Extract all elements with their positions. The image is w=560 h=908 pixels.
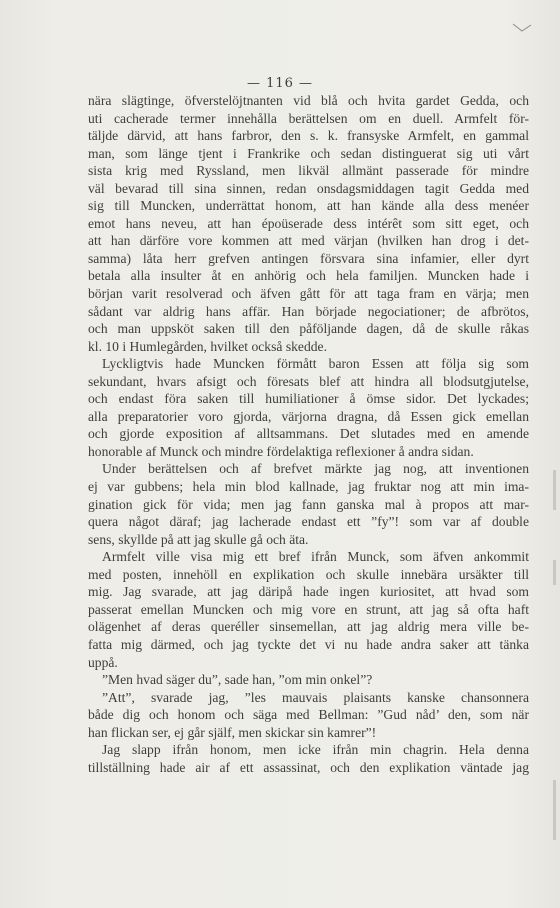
text-line: sådant var aldrig hans affär. Han började negociationer; de afbrötos, <box>88 303 529 319</box>
text-line: honorable af Munck och mindre fördelaktiga reflexioner å andra sidan. <box>88 443 474 459</box>
text-line: sekundant, hvars afsigt och föresats blef att hindra all blodsutgjutelse, <box>88 373 529 389</box>
text-line: nära slägtinge, öfverstelöjtnanten vid blå och hvita gardet Gedda, och <box>88 93 529 108</box>
text-line: passerat emellan Muncken och mig vore en strunt, att jag så ofta haft <box>88 601 529 617</box>
text-line: både dig och honom och säga med Bellman: ”Gud nåd’ den, som när <box>88 707 529 723</box>
text-line: början varit resolverad och äfven gått för att taga fram en värja; men <box>88 286 529 302</box>
text-line: samma) låta herr grefven antingen försvara sina infamier, eller dyrt <box>88 250 529 266</box>
text-line: mig. Jag svarade, att jag däripå hade ingen kuriositet, att hvad som <box>88 584 529 600</box>
text-line: uti cacherade termer innehålla berättelsen om en duell. Armfelt för- <box>88 110 529 126</box>
text-line: ”Att”, svarade jag, ”les mauvais plaisants kanske chansonnera <box>102 689 529 705</box>
text-line: att han därföre vore kommen att med värjan (hvilken han drog i det- <box>88 233 529 249</box>
text-line: quera något däraf; jag lacherade endast ett ”fy”! som var af double <box>88 514 529 530</box>
text-line: han flickan ser, ej går själf, men skickar sin kamrer”! <box>88 724 377 740</box>
text-line: kl. 10 i Humlegården, hvilket också skedde. <box>88 338 327 354</box>
text-line: betala alla insulter åt en anhörig och hela familjen. Muncken hade i <box>88 268 529 284</box>
text-line: väl bevarad till sina sinnen, redan onsdagsmiddagen tagit Gedda med <box>88 180 529 196</box>
text-line: Armfelt ville visa mig ett bref ifrån Munck, som äfven ankommit <box>102 549 529 565</box>
text-line: emot hans neveu, att han époüserade dess intérêt som sitt eget, och <box>88 215 529 231</box>
text-line: uppå. <box>88 654 118 670</box>
gutter-mark <box>553 560 556 585</box>
gutter-mark <box>553 470 556 510</box>
corner-pencil-mark <box>512 22 532 34</box>
text-line: Under berättelsen och af brefvet märkte jag nog, att inventionen <box>102 461 529 477</box>
text-line: ”Men hvad säger du”, sade han, ”om min onkel”? <box>102 672 373 688</box>
body-text <box>88 92 529 776</box>
text-line: man, som länge tjent i Frankrike och sedan distinguerat sig uti vårt <box>88 145 529 161</box>
text-line: och gjorde exposition af alltsammans. Det slutades med en amende <box>88 426 529 442</box>
text-line: sig till Muncken, underrättat honom, att han kände alla dess menéer <box>88 198 529 214</box>
text-line: sens, skyllde på att jag skulle gå och äta. <box>88 531 309 547</box>
gutter-mark <box>553 780 556 840</box>
text-line: fatta mig därmed, och jag tyckte det vi nu hade andra saker att tänka <box>88 636 529 652</box>
text-line: ej var gubbens; hela min blod kallnade, jag fruktar nog att min ima- <box>88 479 529 495</box>
page-number: — 116 — <box>246 76 314 91</box>
text-line: olägenhet af deras queréller sinsemellan, att jag aldrig mera ville be- <box>88 619 529 635</box>
text-line: Lyckligtvis hade Muncken förmått baron Essen att följa sig som <box>102 356 529 372</box>
text-line: Jag slapp ifrån honom, men icke ifrån min chagrin. Hela denna <box>102 742 529 758</box>
text-line: och man uppsköt saken till den påföljande dagen, då de skulle råkas <box>88 321 529 337</box>
text-line: tillställning hade air af ett assassinat, och den explikation väntade jag <box>88 759 529 775</box>
text-line: alla preparatorier voro gjorda, värjorna dragna, då Essen gick emellan <box>88 408 529 424</box>
text-line: täljde därvid, att hans farbror, den s. k. fransyske Armfelt, en gammal <box>88 128 529 144</box>
text-line: med posten, innehöll en explikation och skulle innebära ursäkter till <box>88 566 529 582</box>
text-line: sista krig med Ryssland, men likväl allmänt passerade för mindre <box>88 163 529 179</box>
text-line: och endast föra saken till humiliationer å ömse sidor. Det lyckades; <box>88 391 529 407</box>
text-line: gination gick för vida; men jag fann ganska mal à propos att mar- <box>88 496 529 512</box>
